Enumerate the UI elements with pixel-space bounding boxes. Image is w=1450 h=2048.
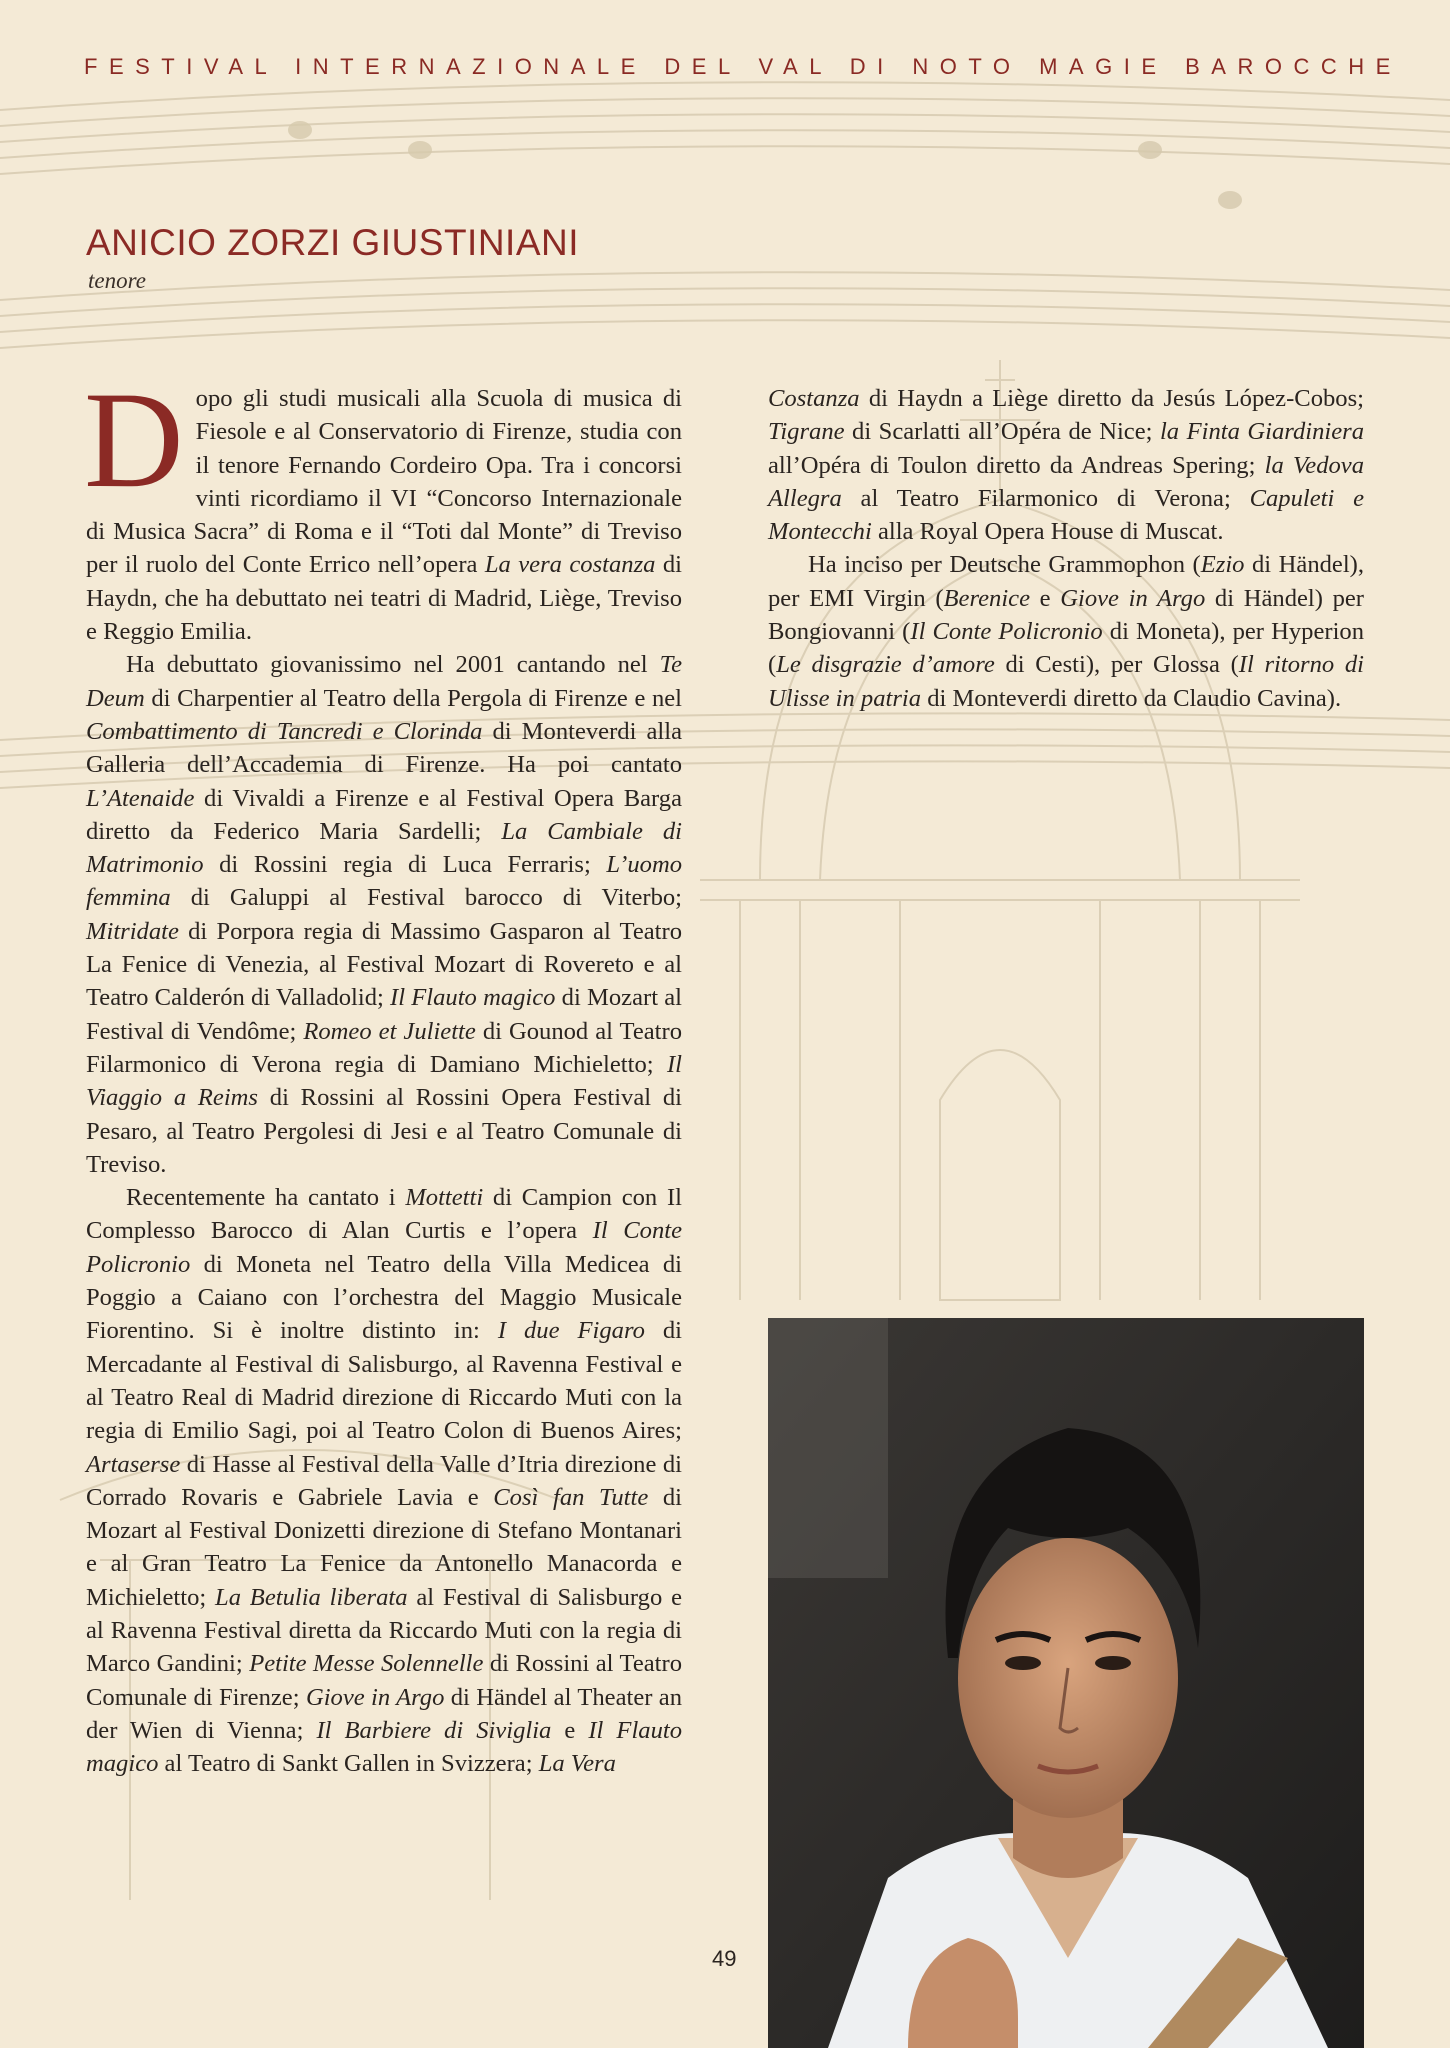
- italic-title-run: Mottetti: [405, 1184, 484, 1212]
- text-run: di Moneta nel Teatro della Villa Medicea di Poggio a Caiano con l’orchestra del Maggio Musicale Fiorentino. Si è inoltre distinto in:: [86, 1250, 682, 1345]
- italic-title-run: Combattimento di Tancredi e Clorinda: [86, 717, 483, 745]
- italic-title-run: L’Atenaide: [86, 784, 195, 812]
- page-subtitle: tenore: [88, 268, 146, 293]
- text-run: di Vivaldi a Firenze e al Festival Opera Barga diretto da Federico Maria Sardelli;: [86, 784, 682, 845]
- italic-title-run: I due Figaro: [497, 1317, 645, 1345]
- italic-title-run: Ezio: [1200, 551, 1245, 579]
- text-run: di Händel al Theater an der Wien di Vienna;: [86, 1683, 683, 1744]
- text-run: di Monteverdi alla Galleria dell’Accademia di Firenze. Ha poi cantato: [86, 717, 682, 779]
- text-run: e: [551, 1716, 589, 1744]
- text-run: e: [1030, 584, 1061, 612]
- italic-title-run: Le disgrazie d’amore: [776, 651, 995, 679]
- text-run: di Campion con Il Complesso Barocco di Alan Curtis e l’opera: [86, 1184, 682, 1245]
- text-run: Recentemente ha cantato i: [126, 1184, 406, 1212]
- italic-title-run: La Cambiale di Matrimonio: [86, 817, 682, 879]
- text-run: di Rossini al Rossini Opera Festival di Pesaro, al Teatro Pergolesi di Jesi e al Teatro Comunale di Treviso.: [86, 1084, 682, 1178]
- italic-title-run: La Betulia liberata: [215, 1583, 408, 1611]
- drop-cap: D: [84, 363, 184, 516]
- italic-title-run: Il Flauto magico: [86, 1716, 682, 1778]
- italic-title-run: Artaserse: [86, 1450, 181, 1478]
- italic-title-run: Il ritorno di Ulisse in patria: [768, 651, 1365, 712]
- italic-title-run: La vera costanza: [484, 551, 656, 579]
- italic-title-run: Giove in Argo: [1060, 584, 1206, 612]
- paragraph: [86, 1181, 682, 1780]
- paragraph: [86, 648, 682, 1181]
- running-head: FESTIVAL INTERNAZIONALE DEL VAL DI NOTO MAGIE BAROCCHE: [84, 54, 1402, 79]
- italic-title-run: L’uomo femmina: [86, 851, 682, 912]
- page-number: 49: [712, 1946, 737, 1971]
- text-column-left: [84, 363, 683, 1780]
- text-column-right: [768, 382, 1364, 715]
- text-run: di Händel) per Bongiovanni (: [768, 584, 1364, 646]
- text-run: di Händel), per EMI Virgin (: [768, 551, 1364, 612]
- text-run: di Charpentier al Teatro della Pergola di Firenze e nel: [144, 684, 682, 712]
- italic-title-run: Mitridate: [86, 917, 179, 945]
- text-run: Ha debuttato giovanissimo nel 2001 cantando nel: [126, 651, 660, 679]
- italic-title-run: Il Conte Policronio: [86, 1217, 682, 1278]
- italic-title-run: la Finta Giardiniera: [1159, 418, 1364, 446]
- text-run: all’Opéra di Toulon diretto da Andreas Spering;: [768, 451, 1265, 479]
- italic-title-run: Berenice: [943, 584, 1030, 612]
- italic-title-run: Il Flauto magico: [390, 984, 556, 1012]
- italic-title-run: La Vera: [538, 1750, 616, 1778]
- text-run: di Haydn a Liège diretto da Jesús López-Cobos;: [859, 385, 1364, 412]
- text-run: di Moneta), per Hyperion (: [768, 618, 1364, 679]
- italic-title-run: la Vedova Allegra: [768, 451, 1364, 512]
- text-run: di Monteverdi diretto da Claudio Cavina).: [921, 684, 1342, 712]
- text-run: al Teatro Filarmonico di Verona;: [841, 484, 1250, 512]
- italic-title-run: Tigrane: [768, 418, 845, 446]
- text-run: di Galuppi al Festival barocco di Viterbo;: [170, 884, 682, 912]
- page-title: ANICIO ZORZI GIUSTINIANI: [86, 222, 580, 263]
- italic-title-run: Il Barbiere di Siviglia: [316, 1716, 552, 1744]
- text-run: al Teatro di Sankt Gallen in Svizzera;: [158, 1750, 539, 1778]
- text-run: di Hasse al Festival della Valle d’Itria direzione di Corrado Rovaris e Gabriele Lavia e: [86, 1450, 682, 1511]
- italic-title-run: Il Conte Policronio: [910, 618, 1103, 646]
- italic-title-run: Capuleti e Montecchi: [768, 484, 1364, 546]
- text-run: di Haydn, che ha debuttato nei teatri di Madrid, Liège, Treviso e Reggio Emilia.: [86, 551, 682, 646]
- italic-title-run: Petite Messe Solennelle: [249, 1650, 484, 1678]
- text-run: al Festival di Salisburgo e al Ravenna Festival diretta da Riccardo Muti con la regia di Marco Gandini;: [86, 1583, 682, 1678]
- italic-title-run: Giove in Argo: [305, 1683, 445, 1711]
- paragraph: [768, 548, 1364, 714]
- text-run: di Mozart al Festival Donizetti direzione di Stefano Montanari e al Gran Teatro La Fenice da Antonello Manacorda e Michieletto;: [86, 1483, 682, 1611]
- text-run: di Mozart al Festival di Vendôme;: [86, 984, 682, 1045]
- italic-title-run: Costanza: [768, 385, 860, 412]
- paragraph: [768, 382, 1364, 548]
- italic-title-run: Il Viaggio a Reims: [86, 1050, 682, 1112]
- text-run: di Rossini regia di Luca Ferraris;: [203, 851, 607, 879]
- text-run: alla Royal Opera House di Muscat.: [871, 518, 1224, 546]
- portrait-photo: [768, 1318, 1364, 2048]
- italic-title-run: Così fan Tutte: [493, 1483, 649, 1511]
- text-run: di Porpora regia di Massimo Gasparon al Teatro La Fenice di Venezia, al Festival Mozart di Rovereto e al Teatro Calderón di Valladolid;: [86, 917, 682, 1012]
- text-run: di Rossini al Teatro Comunale di Firenze;: [86, 1650, 682, 1711]
- text-run: opo gli studi musicali alla Scuola di musica di Fiesole e al Conservatorio di Firenze, studia con il tenore Fernando Cordeiro Opa. Tra i concorsi vinti ricordiamo il VI “Concorso Internazionale di Musica Sacra” di Roma e il “Toti dal Monte” di Treviso per il ruolo del Conte Errico nell’opera: [86, 385, 682, 579]
- italic-title-run: Romeo et Juliette: [303, 1017, 476, 1045]
- italic-title-run: Te Deum: [86, 651, 682, 712]
- text-run: di Scarlatti all’Opéra de Nice;: [844, 418, 1160, 446]
- text-run: di Cesti), per Glossa (: [994, 651, 1239, 679]
- portrait-illustration: [768, 1318, 1364, 2048]
- text-run: di Gounod al Teatro Filarmonico di Verona regia di Damiano Michieletto;: [86, 1017, 682, 1078]
- text-run: Ha inciso per Deutsche Grammophon (: [808, 551, 1201, 579]
- text-run: di Mercadante al Festival di Salisburgo, al Ravenna Festival e al Teatro Real di Madrid direzione di Riccardo Muti con la regia di Emilio Sagi, poi al Teatro Colon di Buenos Aires;: [86, 1317, 683, 1445]
